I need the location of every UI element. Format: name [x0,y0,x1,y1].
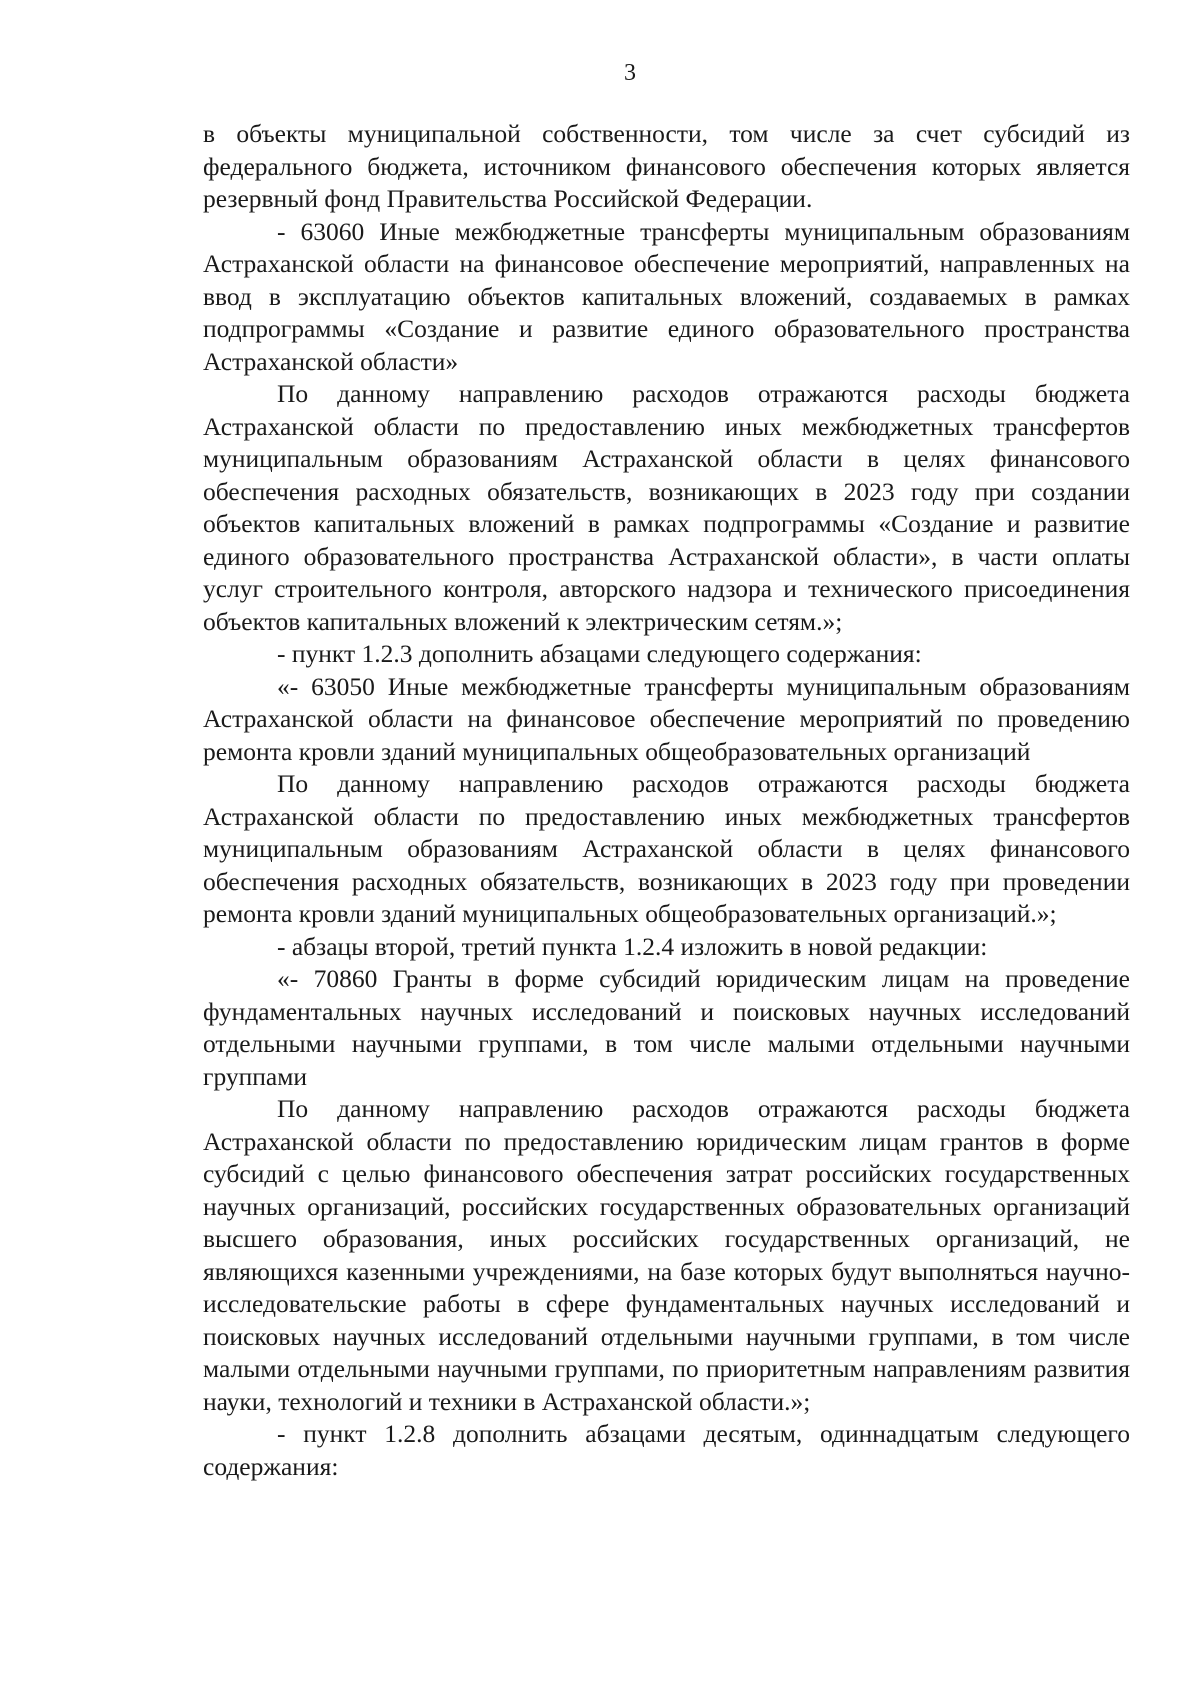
paragraph-description-63050: По данному направлению расходов отражаются расходы бюджета Астраханской области по предоставлению иных межбюджетных трансфертов муниципальным образованиям Астраханской области в целях финансового обеспечения расходных обязательств, возникающих в 2023 году при проведении ремонта кровли зданий муниципальных общеобразовательных организаций.»; [203,769,1130,928]
paragraph-amendment-1-2-3: - пункт 1.2.3 дополнить абзацами следующего содержания: [277,639,922,668]
paragraph-amendment-1-2-8: - пункт 1.2.8 дополнить абзацами десятым, одиннадцатым следующего содержания: [203,1419,1130,1481]
paragraph-description-63060: По данному направлению расходов отражаются расходы бюджета Астраханской области по предоставлению иных межбюджетных трансфертов муниципальным образованиям Астраханской области в целях финансового обеспечения расходных обязательств, возникающих в 2023 году при создании объектов капитальных вложений в рамках подпрограммы «Создание и развитие единого образовательного пространства Астраханской области», в части оплаты услуг строительного контроля, авторского надзора и технического присоединения объектов капитальных вложений к электрическим сетям.»; [203,379,1130,636]
page-number: 3 [624,60,636,86]
paragraph-item-70860: «- 70860 Гранты в форме субсидий юридическим лицам на проведение фундаментальных научных исследований и поисковых научных исследований отдельными научными группами, в том числе малыми отдельными научными группами [203,964,1130,1091]
paragraph-amendment-1-2-4: - абзацы второй, третий пункта 1.2.4 изложить в новой редакции: [277,931,988,961]
paragraph-item-63060: - 63060 Иные межбюджетные трансферты муниципальным образованиям Астраханской области на финансовое обеспечение мероприятий, направленных на ввод в эксплуатацию объектов капитальных вложений, создаваемых в рамках подпрограммы «Создание и развитие единого образовательного пространства Астраханской области» [203,216,1130,376]
paragraph-item-63050: «- 63050 Иные межбюджетные трансферты муниципальным образованиям Астраханской области на финансовое обеспечение мероприятий по проведению ремонта кровли зданий муниципальных общеобразовательных организаций [203,671,1130,766]
document-body [203,118,1130,1483]
paragraph-continuation: в объекты муниципальной собственности, том числе за счет субсидий из федерального бюджета, источником финансового обеспечения которых является резервный фонд Правительства Российской Федерации. [203,119,1130,213]
paragraph-description-70860: По данному направлению расходов отражаются расходы бюджета Астраханской области по предоставлению юридическим лицам грантов в форме субсидий с целью финансового обеспечения затрат российских государственных научных организаций, российских государственных образовательных организаций высшего образования, иных российских государственных организаций, не являющихся казенными учреждениями, на базе которых будут выполняться научно-исследовательские работы в сфере фундаментальных научных исследований и поисковых научных исследований отдельными научными группами, в том числе малыми отдельными научными группами, по приоритетным направлениям развития науки, технологий и техники в Астраханской области.»; [203,1094,1130,1416]
